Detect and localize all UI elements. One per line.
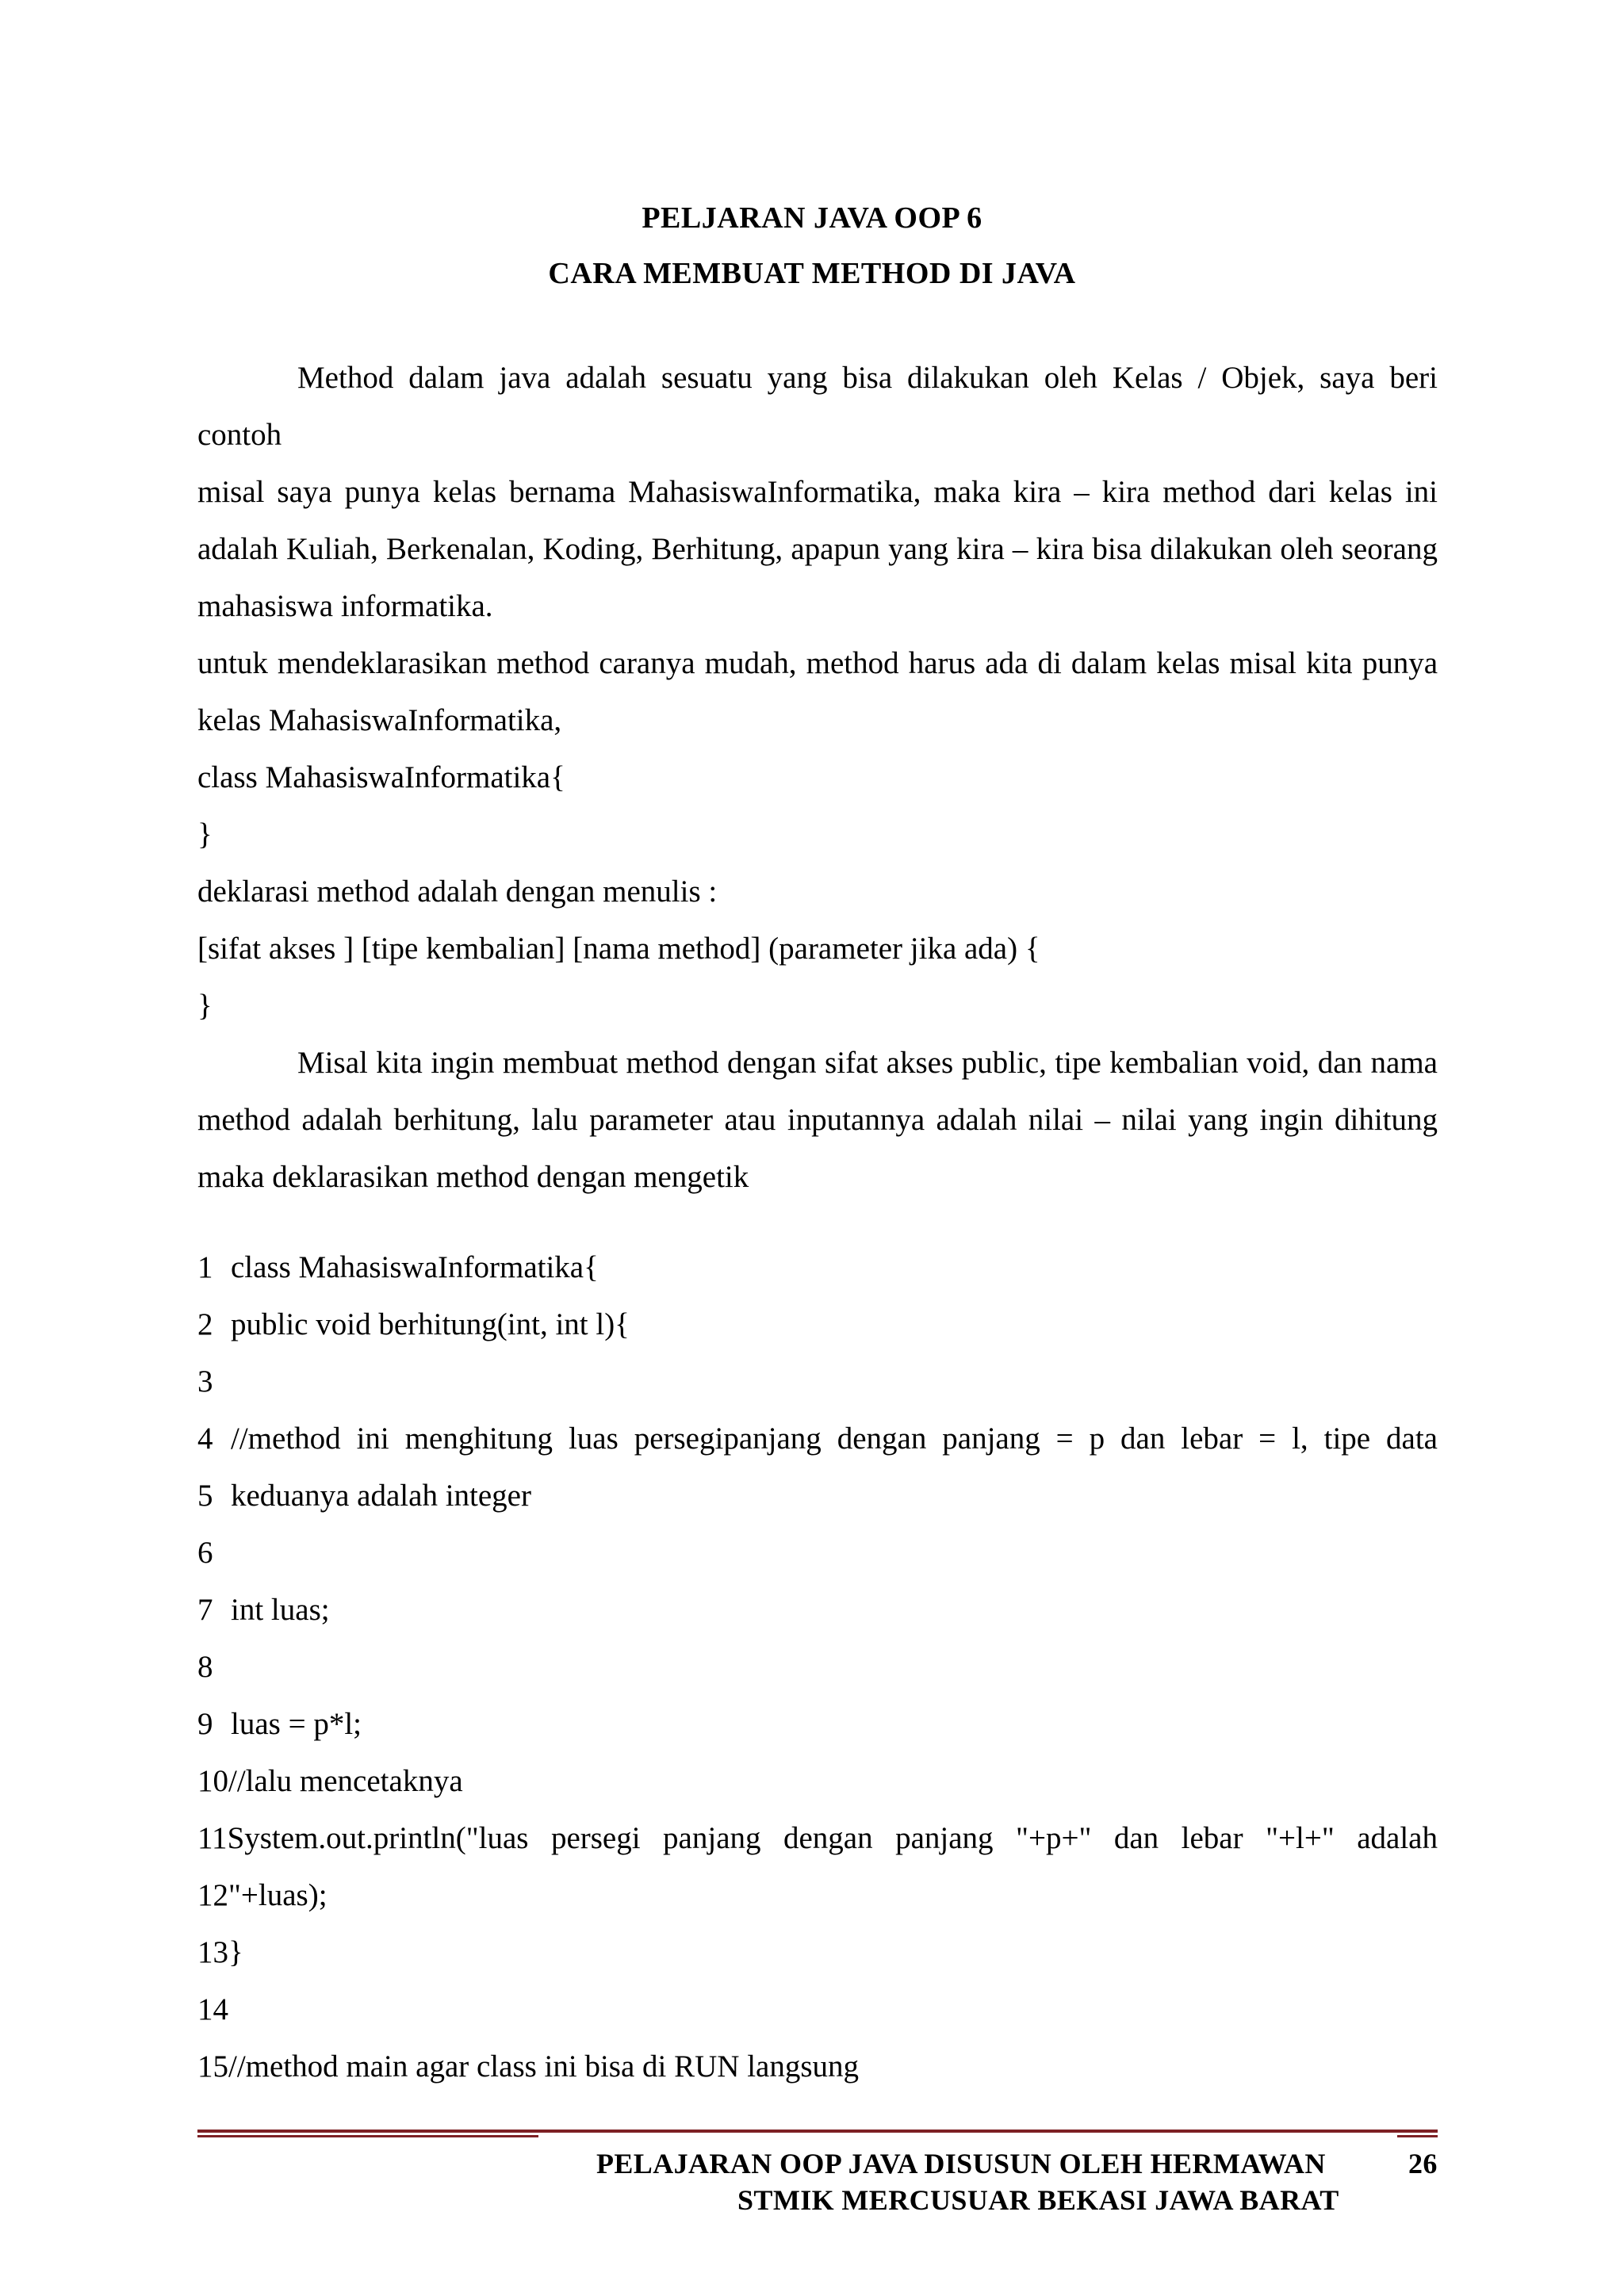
body-text: [197, 350, 1438, 1206]
line-number: 8: [197, 1650, 213, 1684]
line-number: 15: [197, 2049, 228, 2084]
code-line: [197, 1810, 1438, 1867]
page-number: 26: [1408, 2148, 1438, 2179]
code-line: [197, 2038, 1438, 2095]
code-line: [197, 1525, 1438, 1582]
code-text: luas = p*l;: [231, 1707, 362, 1741]
code-line: [197, 1468, 1438, 1525]
footer-rule-left: [197, 2135, 538, 2137]
footer-author: PELAJARAN OOP JAVA DISUSUN OLEH HERMAWAN: [596, 2148, 1326, 2179]
code-line: [197, 1924, 1438, 1981]
line-number: 2: [197, 1307, 213, 1341]
declaration-intro: deklarasi method adalah dengan menulis :: [197, 874, 718, 909]
code-listing: [197, 1239, 1438, 2095]
footer-rule-top: [197, 2130, 1438, 2133]
paragraph-method-example: Misal kita ingin membuat method dengan sifat akses public, tipe kembalian void, dan nama method adalah berhitung, lalu parameter atau inputannya adalah nilai – nilai yang ingin dihitung maka deklarasikan method dengan mengetik: [197, 1046, 1438, 1194]
code-text: public void berhitung(int, int l){: [231, 1307, 630, 1341]
line-number: 11: [197, 1821, 228, 1855]
code-line: [197, 1867, 1438, 1924]
code-text: keduanya adalah integer: [231, 1479, 531, 1513]
footer-institution: STMIK MERCUSUAR BEKASI JAWA BARAT: [737, 2184, 1339, 2216]
line-number: 7: [197, 1593, 213, 1627]
code-text: "+luas);: [228, 1878, 327, 1912]
declaration-close: }: [197, 989, 213, 1023]
class-close-line: }: [197, 817, 213, 851]
line-number: 4: [197, 1422, 213, 1456]
page-title: PELJARAN JAVA OOP 6: [642, 201, 982, 235]
code-text: System.out.println("luas persegi panjang dengan panjang "+p+" dan lebar "+l+" adalah: [227, 1821, 1438, 1855]
code-line: [197, 1410, 1438, 1468]
class-open-line: class MahasiswaInformatika{: [197, 760, 565, 794]
code-line: [197, 1239, 1438, 1296]
line-number: 1: [197, 1250, 213, 1284]
line-number: 3: [197, 1364, 213, 1399]
code-text: //method ini menghitung luas persegipanjang dengan panjang = p dan lebar = l, tipe data: [231, 1422, 1438, 1456]
code-line: [197, 1696, 1438, 1753]
code-line: [197, 1296, 1438, 1353]
code-text: }: [228, 1935, 243, 1969]
paragraph-example: misal saya punya kelas bernama MahasiswaInformatika, maka kira – kira method dari kelas ini adalah Kuliah, Berkenalan, Koding, Berhitung, apapun yang kira – kira bisa dilakukan oleh seorang mahasiswa informatika.: [197, 475, 1438, 623]
paragraph-intro: Method dalam java adalah sesuatu yang bisa dilakukan oleh Kelas / Objek, saya beri: [297, 361, 1438, 395]
code-line: [197, 1582, 1438, 1639]
code-line: [197, 1353, 1438, 1410]
line-number: 5: [197, 1479, 213, 1513]
declaration-syntax: [sifat akses ] [tipe kembalian] [nama method] (parameter jika ada) {: [197, 932, 1040, 966]
paragraph-intro-end: contoh: [197, 418, 282, 452]
line-number: 12: [197, 1878, 228, 1912]
paragraph-declare: untuk mendeklarasikan method caranya mudah, method harus ada di dalam kelas misal kita punya kelas MahasiswaInformatika,: [197, 646, 1438, 737]
line-number: 10: [197, 1764, 228, 1798]
footer-rule-right: [1397, 2135, 1438, 2137]
code-text: int luas;: [231, 1593, 330, 1627]
page-subtitle: CARA MEMBUAT METHOD DI JAVA: [548, 257, 1076, 290]
line-number: 13: [197, 1935, 228, 1969]
line-number: 14: [197, 1992, 228, 2026]
code-line: [197, 1753, 1438, 1810]
line-number: 6: [197, 1536, 213, 1570]
code-text: //method main agar class ini bisa di RUN langsung: [228, 2049, 860, 2084]
code-text: //lalu mencetaknya: [228, 1764, 463, 1798]
code-text: class MahasiswaInformatika{: [231, 1250, 599, 1284]
code-line: [197, 1981, 1438, 2038]
code-line: [197, 1639, 1438, 1696]
line-number: 9: [197, 1707, 213, 1741]
